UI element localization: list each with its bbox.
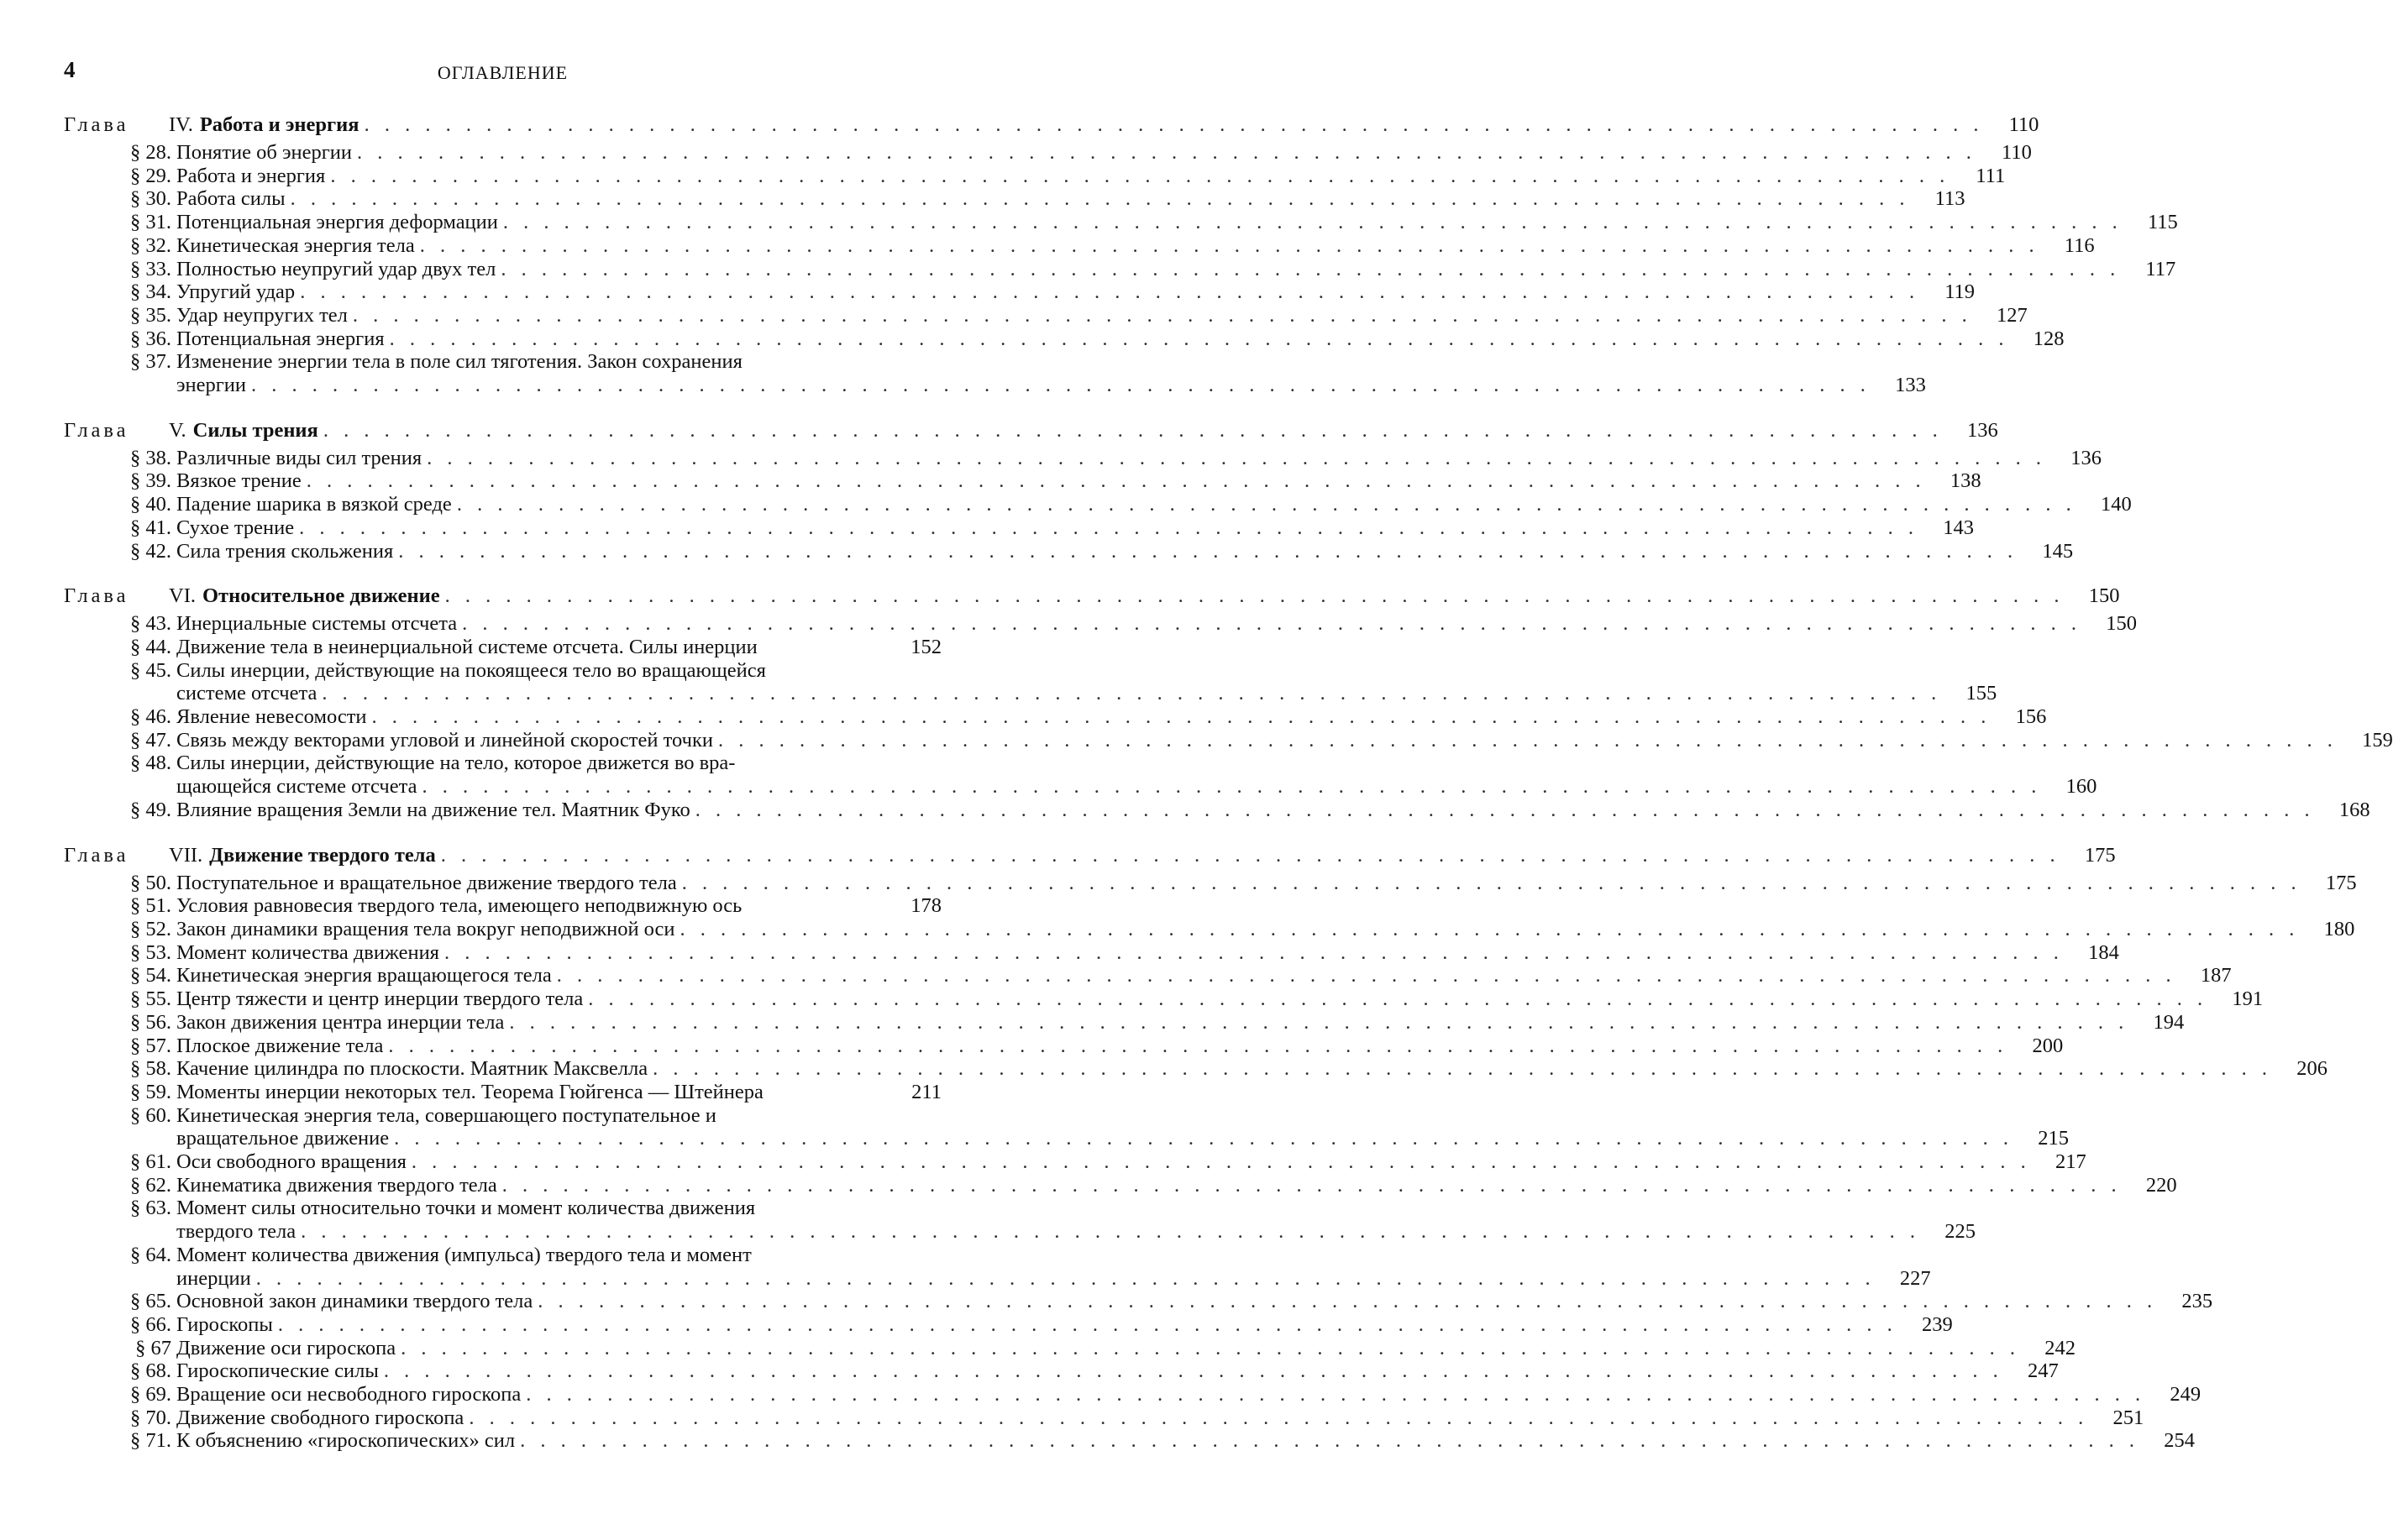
section-title: Плоское движение тела: [176, 1034, 384, 1057]
dot-leader: . . . . . . . . . . . . . . . . . . . . . . . . . . . . . . . . . . . . . . . . . . . . . . . . . . . . . . . . . . . . . . . . . . . . . . . . . . . . . . . .: [588, 987, 2208, 1011]
section-title: Движение свободного гироскопа: [176, 1406, 464, 1429]
section-number: § 65.: [130, 1290, 171, 1313]
section-title-line1: Кинетическая энергия тела, совершающего поступательное и: [176, 1103, 716, 1127]
section-number: § 48.: [130, 752, 171, 775]
section-entry[interactable]: [64, 446, 2102, 470]
section-page: 116: [2064, 233, 2095, 257]
section-number: § 62.: [130, 1173, 171, 1197]
section-entry[interactable]: [64, 257, 2176, 281]
section-title: Закон динамики вращения тела вокруг неподвижной оси: [176, 917, 675, 940]
section-title: Качение цилиндра по плоскости. Маятник Максвелла: [176, 1057, 648, 1081]
chapter-title: Силы трения: [192, 418, 318, 442]
dot-leader: . . . . . . . . . . . . . . . . . . . . . . . . . . . . . . . . . . . . . . . . . . . . . . . . . . . . . . . . . . . . . . . . . . . . . . . . . . . . . . . .: [383, 1359, 2003, 1383]
section-number: § 61.: [130, 1150, 171, 1174]
section-number: § 66.: [130, 1312, 171, 1336]
section-page: 155: [1965, 682, 1997, 705]
section-title: Сухое трение: [176, 516, 295, 539]
section-number: § 35.: [130, 303, 171, 327]
section-page: 119: [1944, 280, 1976, 304]
dot-leader: . . . . . . . . . . . . . . . . . . . . . . . . . . . . . . . . . . . . . . . . . . . . . . . . . . . . . . . . . . . . . . . . . . . . . . . . . . . . . . . .: [440, 843, 2060, 867]
section-number: § 68.: [130, 1359, 171, 1383]
section-title-block: [176, 1197, 1976, 1243]
section-number: § 53.: [130, 940, 171, 964]
section-page: 160: [2065, 775, 2097, 799]
chapter-entry[interactable]: [64, 843, 2116, 867]
section-entry[interactable]: [64, 728, 2393, 752]
dot-leader: . . . . . . . . . . . . . . . . . . . . . . . . . . . . . . . . . . . . . . . . . . . . . . . . . . . . . . . . . . . . . . . . . . . . . . . . . . . . . . . .: [322, 682, 1942, 705]
dot-leader: . . . . . . . . . . . . . . . . . . . . . . . . . . . . . . . . . . . . . . . . . . . . . . . . . . . . . . . . . . . . . . . . . . . . . . . . . . . . . . . .: [301, 1220, 1921, 1244]
section-page: 140: [2100, 493, 2132, 516]
section-number: § 49.: [130, 798, 171, 821]
section-entry[interactable]: [64, 705, 2047, 729]
section-entry[interactable]: [64, 187, 1965, 211]
dot-leader: . . . . . . . . . . . . . . . . . . . . . . . . . . . . . . . . . . . . . . . . . . . . . . . . . . . . . . . . . . . . . . . . . . . . . . . . . . . . . . . .: [398, 539, 2018, 563]
section-title-block: [176, 1244, 1931, 1290]
section-entry[interactable]: [64, 612, 2138, 636]
dot-leader: . . . . . . . . . . . . . . . . . . . . . . . . . . . . . . . . . . . . . . . . . . . . . . . . . . . . . . . . . . . . . . . . . . . . . . . . . . . . . . . .: [306, 469, 1926, 493]
section-number: § 67: [135, 1336, 171, 1359]
chapter-page: 175: [2084, 843, 2116, 867]
dot-leader: . . . . . . . . . . . . . . . . . . . . . . . . . . . . . . . . . . . . . . . . . . . . . . . . . . . . . . . . . . . . . . . . . . . . . . . . . . . . . . . .: [411, 1150, 2031, 1174]
dot-leader: . . . . . . . . . . . . . . . . . . . . . . . . . . . . . . . . . . . . . . . . . . . . . . . . . . . . . . . . . . . . . . . . . . . . . . . . . . . . . . . .: [456, 493, 2076, 516]
section-number: § 30.: [130, 187, 171, 211]
section-title-line1: Силы инерции, действующие на покоящееся тело во вращающейся: [176, 658, 766, 682]
section-title-block: [176, 1104, 2069, 1150]
section-number: § 51.: [130, 894, 171, 918]
section-title-line2-row: [176, 775, 2096, 799]
section-page: 242: [2044, 1336, 2076, 1359]
dot-leader: . . . . . . . . . . . . . . . . . . . . . . . . . . . . . . . . . . . . . . . . . . . . . . . . . . . . . . . . . . . . . . . . . . . . . . . . . . . . . . . .: [299, 516, 1918, 539]
section-entry[interactable]: [64, 1197, 1976, 1244]
section-page: 235: [2181, 1290, 2213, 1313]
page-title: ОГЛАВЛЕНИЕ: [437, 62, 569, 83]
section-number: § 52.: [130, 917, 171, 940]
section-number: § 32.: [130, 233, 171, 257]
chapter-word: Глава: [64, 418, 129, 442]
section-title-line2: системе отсчета: [176, 682, 317, 705]
section-title: Момент количества движения: [176, 940, 439, 964]
dot-leader: . . . . . . . . . . . . . . . . . . . . . . . . . . . . . . . . . . . . . . . . . . . . . . . . . . . . . . . . . . . . . . . . . . . . . . . . . . . . . . . .: [501, 257, 2121, 280]
section-entry[interactable]: [64, 1103, 2070, 1150]
section-number: § 42.: [130, 539, 171, 563]
section-title-line1: Изменение энергии тела в поле сил тяготения. Закон сохранения: [176, 350, 743, 374]
section-number: § 37.: [130, 350, 171, 374]
section-title-line2-row: [176, 1267, 1931, 1291]
section-number: § 60.: [130, 1103, 171, 1127]
section-title-block: [176, 350, 1926, 396]
section-title: Работа силы: [176, 187, 286, 211]
section-title-line2-row: [176, 1127, 2069, 1150]
chapter-word: Глава: [64, 113, 129, 136]
dot-leader: . . . . . . . . . . . . . . . . . . . . . . . . . . . . . . . . . . . . . . . . . . . . . . . . . . . . . . . . . . . . . . . . . . . . . . . . . . . . . . . .: [251, 374, 1871, 397]
section-number: § 55.: [130, 987, 171, 1011]
section-number: § 45.: [130, 658, 171, 682]
section-number: § 39.: [130, 469, 171, 493]
section-entry[interactable]: [64, 1290, 2213, 1313]
section-page: 187: [2200, 964, 2232, 987]
section-entry[interactable]: [64, 940, 2119, 965]
dot-leader: . . . . . . . . . . . . . . . . . . . . . . . . . . . . . . . . . . . . . . . . . . . . . . . . . . . . . . . . . . . . . . . . . . . . . . . . . . . . . . . .: [277, 1312, 1897, 1336]
section-number: § 59.: [130, 1080, 171, 1103]
section-title: К объяснению «гироскопических» сил: [176, 1429, 516, 1453]
section-entry[interactable]: [64, 894, 942, 918]
section-title: Движение тела в неинерциальной системе отсчета. Силы инерции: [176, 635, 758, 658]
section-title: Полностью неупругий удар двух тел: [176, 257, 496, 280]
dot-leader: . . . . . . . . . . . . . . . . . . . . . . . . . . . . . . . . . . . . . . . . . . . . . . . . . . . . . . . . . . . . . . . . . . . . . . . . . . . . . . . .: [389, 327, 2009, 350]
dot-leader: . . . . . . . . . . . . . . . . . . . . . . . . . . . . . . . . . . . . . . . . . . . . . . . . . . . . . . . . . . . . . . . . . . . . . . . . . . . . . . . .: [520, 1429, 2139, 1453]
section-number: § 57.: [130, 1034, 171, 1057]
section-page: 168: [2338, 798, 2370, 821]
section-page: 111: [1976, 164, 2006, 187]
section-number: § 46.: [130, 705, 171, 729]
chapter-title: Относительное движение: [202, 584, 440, 608]
chapter-entry[interactable]: [64, 584, 2120, 608]
section-page: 249: [2170, 1383, 2201, 1406]
dot-leader: . . . . . . . . . . . . . . . . . . . . . . . . . . . . . . . . . . . . . . . . . . . . . . . . . . . . . . . . . . . . . . . . . . . . . . . . . . . . . . . .: [364, 113, 1984, 136]
section-number: § 33.: [130, 257, 171, 280]
section-title: Удар неупругих тел: [176, 303, 348, 327]
dot-leader: . . . . . . . . . . . . . . . . . . . . . . . . . . . . . . . . . . . . . . . . . . . . . . . . . . . . . . . . . . . . . . . . . . . . . . . . . . . . . . . .: [444, 584, 2065, 608]
section-number: § 34.: [130, 280, 171, 304]
section-entry[interactable]: [64, 350, 1926, 397]
chapter-number: IV.: [169, 113, 193, 136]
section-page: 254: [2164, 1429, 2195, 1453]
section-title-line2-row: [176, 1220, 1976, 1244]
section-page: 178: [910, 894, 942, 918]
chapter-page: 150: [2088, 584, 2120, 608]
page-number: 4: [64, 57, 76, 82]
section-page: 191: [2232, 987, 2264, 1011]
section-entry[interactable]: [64, 1243, 1931, 1290]
section-entry[interactable]: [64, 1383, 2201, 1406]
section-page: 136: [2070, 446, 2102, 469]
chapter-entry[interactable]: [64, 113, 2039, 136]
section-page: 133: [1895, 374, 1926, 397]
section-title-line1: Момент количества движения (импульса) твердого тела и момент: [176, 1243, 752, 1266]
section-entry[interactable]: [64, 1359, 2059, 1383]
section-page: 225: [1944, 1220, 1976, 1244]
section-title-line2: инерции: [176, 1266, 251, 1290]
section-page: 180: [2323, 917, 2355, 940]
dot-leader: . . . . . . . . . . . . . . . . . . . . . . . . . . . . . . . . . . . . . . . . . . . . . . . . . . . . . . . . . . . . . . . . . . . . . . . . . . . . . . . .: [695, 798, 2315, 821]
section-title-block: [176, 752, 2096, 798]
section-title: Вращение оси несвободного гироскопа: [176, 1383, 522, 1406]
table-of-contents: [64, 113, 2393, 1453]
chapter-number: VI.: [169, 584, 196, 608]
section-entry[interactable]: [64, 1081, 942, 1104]
section-page: 247: [2027, 1359, 2059, 1383]
section-title: Вязкое трение: [176, 469, 302, 493]
section-entry[interactable]: [64, 1406, 2144, 1430]
dot-leader: . . . . . . . . . . . . . . . . . . . . . . . . . . . . . . . . . . . . . . . . . . . . . . . . . . . . . . . . . . . . . . . . . . . . . . . . . . . . . . . .: [526, 1383, 2146, 1406]
dot-leader: . . . . . . . . . . . . . . . . . . . . . . . . . . . . . . . . . . . . . . . . . . . . . . . . . . . . . . . . . . . . . . . . . . . . . . . . . . . . . . . .: [419, 233, 2039, 257]
dot-leader: . . . . . . . . . . . . . . . . . . . . . . . . . . . . . . . . . . . . . . . . . . . . . . . . . . . . . . . . . . . . . . . . . . . . . . . . . . . . . . . .: [323, 418, 1943, 442]
section-title: Моменты инерции некоторых тел. Теорема Гюйгенса — Штейнера: [176, 1080, 764, 1103]
section-entry[interactable]: [64, 164, 2006, 188]
dot-leader: . . . . . . . . . . . . . . . . . . . . . . . . . . . . . . . . . . . . . . . . . . . . . . . . . . . . . . . . . . . . . . . . . . . . . . . . . . . . . . . .: [538, 1290, 2158, 1313]
section-title-line2: щающейся системе отсчета: [176, 775, 417, 799]
section-title-line2: энергии: [176, 374, 247, 397]
section-page: 211: [911, 1080, 942, 1103]
section-number: § 36.: [130, 327, 171, 350]
section-title: Поступательное и вращательное движение твердого тела: [176, 871, 677, 894]
section-entry[interactable]: [64, 871, 2357, 895]
section-title: Кинетическая энергия тела: [176, 233, 415, 257]
section-number: § 47.: [130, 728, 171, 752]
dot-leader: . . . . . . . . . . . . . . . . . . . . . . . . . . . . . . . . . . . . . . . . . . . . . . . . . . . . . . . . . . . . . . . . . . . . . . . . . . . . . . . .: [300, 280, 1920, 304]
section-number: § 64.: [130, 1243, 171, 1266]
dot-leader: . . . . . . . . . . . . . . . . . . . . . . . . . . . . . . . . . . . . . . . . . . . . . . . . . . . . . . . . . . . . . . . . . . . . . . . . . . . . . . . .: [717, 728, 2338, 752]
section-title: Влияние вращения Земли на движение тел. Маятник Фуко: [176, 798, 690, 821]
section-page: 215: [2038, 1127, 2070, 1150]
section-entry[interactable]: [64, 1150, 2086, 1174]
section-title: Центр тяжести и центр инерции твердого тела: [176, 987, 584, 1011]
chapter-title: Движение твердого тела: [209, 843, 436, 867]
section-title-line1: Момент силы относительно точки и момент количества движения: [176, 1197, 756, 1220]
section-entry[interactable]: [64, 516, 1974, 540]
section-number: § 70.: [130, 1406, 171, 1429]
dot-leader: . . . . . . . . . . . . . . . . . . . . . . . . . . . . . . . . . . . . . . . . . . . . . . . . . . . . . . . . . . . . . . . . . . . . . . . . . . . . . . . .: [653, 1057, 2272, 1081]
dot-leader: . . . . . . . . . . . . . . . . . . . . . . . . . . . . . . . . . . . . . . . . . . . . . . . . . . . . . . . . . . . . . . . . . . . . . . . . . . . . . . . .: [422, 775, 2042, 799]
section-title: Инерциальные системы отсчета: [176, 612, 458, 636]
dot-leader: . . . . . . . . . . . . . . . . . . . . . . . . . . . . . . . . . . . . . . . . . . . . . . . . . . . . . . . . . . . . . . . . . . . . . . . . . . . . . . . .: [401, 1336, 2020, 1359]
section-title: Потенциальная энергия: [176, 327, 385, 350]
section-title: Различные виды сил трения: [176, 446, 422, 469]
section-entry[interactable]: [64, 1173, 2177, 1197]
section-entry[interactable]: [64, 1057, 2327, 1081]
section-entry[interactable]: [64, 303, 2028, 327]
section-number: § 43.: [130, 612, 171, 636]
section-title: Движение оси гироскопа: [176, 1336, 396, 1359]
section-page: 217: [2055, 1150, 2086, 1174]
chapter-page: 110: [2008, 113, 2039, 136]
dot-leader: . . . . . . . . . . . . . . . . . . . . . . . . . . . . . . . . . . . . . . . . . . . . . . . . . . . . . . . . . . . . . . . . . . . . . . . . . . . . . . . .: [501, 1173, 2122, 1197]
section-title: Потенциальная энергия деформации: [176, 211, 498, 234]
section-title: Кинетическая энергия вращающегося тела: [176, 964, 552, 987]
section-number: § 71.: [130, 1429, 171, 1453]
section-number: § 41.: [130, 516, 171, 539]
dot-leader: . . . . . . . . . . . . . . . . . . . . . . . . . . . . . . . . . . . . . . . . . . . . . . . . . . . . . . . . . . . . . . . . . . . . . . . . . . . . . . . .: [394, 1127, 2014, 1150]
section-number: § 31.: [130, 211, 171, 234]
section-entry[interactable]: [64, 233, 2095, 258]
section-title-line1: Силы инерции, действующие на тело, которое движется во вра-: [176, 752, 736, 775]
page-header: [64, 57, 942, 91]
section-number: § 50.: [130, 871, 171, 894]
section-page: 145: [2042, 539, 2074, 563]
section-page: 138: [1950, 469, 1981, 493]
section-entry[interactable]: [64, 1034, 2064, 1058]
dot-leader: . . . . . . . . . . . . . . . . . . . . . . . . . . . . . . . . . . . . . . . . . . . . . . . . . . . . . . . . . . . . . . . . . . . . . . . . . . . . . . . .: [502, 211, 2123, 234]
section-number: § 38.: [130, 446, 171, 469]
chapter-entry[interactable]: [64, 418, 1998, 442]
chapter-number: V.: [169, 418, 186, 442]
section-number: § 58.: [130, 1057, 171, 1081]
section-title-line2: твердого тела: [176, 1220, 297, 1244]
section-page: 128: [2033, 327, 2065, 350]
section-number: § 54.: [130, 964, 171, 987]
section-number: § 56.: [130, 1010, 171, 1034]
section-title: Явление невесомости: [176, 705, 367, 729]
section-page: 150: [2106, 612, 2138, 636]
section-page: 184: [2088, 940, 2119, 964]
section-entry[interactable]: [64, 280, 1976, 304]
section-entry[interactable]: [64, 752, 2097, 799]
section-page: 159: [2362, 728, 2393, 752]
section-page: 143: [1943, 516, 1974, 539]
section-title: Гироскопические силы: [176, 1359, 379, 1383]
section-title-block: [176, 659, 1997, 705]
dot-leader: . . . . . . . . . . . . . . . . . . . . . . . . . . . . . . . . . . . . . . . . . . . . . . . . . . . . . . . . . . . . . . . . . . . . . . . . . . . . . . . .: [443, 940, 2064, 964]
section-page: 110: [2002, 141, 2032, 164]
dot-leader: . . . . . . . . . . . . . . . . . . . . . . . . . . . . . . . . . . . . . . . . . . . . . . . . . . . . . . . . . . . . . . . . . . . . . . . . . . . . . . . .: [357, 141, 1976, 164]
section-number: § 63.: [130, 1197, 171, 1220]
section-number: § 44.: [130, 635, 171, 658]
section-page: 227: [1899, 1266, 1931, 1290]
dot-leader: . . . . . . . . . . . . . . . . . . . . . . . . . . . . . . . . . . . . . . . . . . . . . . . . . . . . . . . . . . . . . . . . . . . . . . . . . . . . . . . .: [680, 917, 2300, 940]
section-page: 117: [2145, 257, 2176, 280]
section-page: 239: [1921, 1312, 1953, 1336]
dot-leader: . . . . . . . . . . . . . . . . . . . . . . . . . . . . . . . . . . . . . . . . . . . . . . . . . . . . . . . . . . . . . . . . . . . . . . . . . . . . . . . .: [352, 303, 1972, 327]
section-title: Закон движения центра инерции тела: [176, 1010, 505, 1034]
section-title: Работа и энергия: [176, 164, 326, 187]
section-entry[interactable]: [64, 141, 2032, 165]
section-title: Связь между векторами угловой и линейной скоростей точки: [176, 728, 713, 752]
section-page: 127: [1997, 303, 2028, 327]
section-entry[interactable]: [64, 798, 2370, 822]
section-entry[interactable]: [64, 987, 2264, 1011]
dot-leader: . . . . . . . . . . . . . . . . . . . . . . . . . . . . . . . . . . . . . . . . . . . . . . . . . . . . . . . . . . . . . . . . . . . . . . . . . . . . . . . .: [255, 1266, 1876, 1290]
section-title: Оси свободного вращения: [176, 1150, 407, 1174]
section-page: 194: [2153, 1010, 2185, 1034]
dot-leader: . . . . . . . . . . . . . . . . . . . . . . . . . . . . . . . . . . . . . . . . . . . . . . . . . . . . . . . . . . . . . . . . . . . . . . . . . . . . . . . .: [509, 1010, 2129, 1034]
section-title: Сила трения скольжения: [176, 539, 394, 563]
dot-leader: . . . . . . . . . . . . . . . . . . . . . . . . . . . . . . . . . . . . . . . . . . . . . . . . . . . . . . . . . . . . . . . . . . . . . . . . . . . . . . . .: [681, 871, 2301, 894]
section-entry[interactable]: [64, 917, 2355, 941]
dot-leader: . . . . . . . . . . . . . . . . . . . . . . . . . . . . . . . . . . . . . . . . . . . . . . . . . . . . . . . . . . . . . . . . . . . . . . . . . . . . . . . .: [330, 164, 1950, 187]
chapter-word: Глава: [64, 843, 129, 867]
section-number: § 28.: [130, 141, 171, 164]
section-title-line2-row: [176, 374, 1926, 397]
chapter-word: Глава: [64, 584, 129, 608]
dot-leader: . . . . . . . . . . . . . . . . . . . . . . . . . . . . . . . . . . . . . . . . . . . . . . . . . . . . . . . . . . . . . . . . . . . . . . . . . . . . . . . .: [290, 187, 1910, 211]
section-entry[interactable]: [64, 211, 2178, 234]
dot-leader: . . . . . . . . . . . . . . . . . . . . . . . . . . . . . . . . . . . . . . . . . . . . . . . . . . . . . . . . . . . . . . . . . . . . . . . . . . . . . . . .: [427, 446, 2046, 469]
chapter-page: 136: [1966, 418, 1998, 442]
section-entry[interactable]: [64, 636, 942, 659]
dot-leader: . . . . . . . . . . . . . . . . . . . . . . . . . . . . . . . . . . . . . . . . . . . . . . . . . . . . . . . . . . . . . . . . . . . . . . . . . . . . . . . .: [462, 612, 2082, 636]
section-title: Падение шарика в вязкой среде: [176, 493, 452, 516]
section-page: 200: [2032, 1034, 2064, 1057]
section-page: 251: [2112, 1406, 2144, 1429]
section-title: Условия равновесия твердого тела, имеющего неподвижную ось: [176, 894, 743, 918]
section-title: Кинематика движения твердого тела: [176, 1173, 497, 1197]
section-entry[interactable]: [64, 493, 2132, 516]
section-entry[interactable]: [64, 327, 2065, 351]
section-title: Понятие об энергии: [176, 141, 353, 164]
section-title: Упругий удар: [176, 280, 296, 304]
section-number: § 29.: [130, 164, 171, 187]
section-page: 156: [2015, 705, 2047, 729]
dot-leader: . . . . . . . . . . . . . . . . . . . . . . . . . . . . . . . . . . . . . . . . . . . . . . . . . . . . . . . . . . . . . . . . . . . . . . . . . . . . . . . .: [371, 705, 1992, 729]
section-entry[interactable]: [64, 1429, 2195, 1453]
section-page: 115: [2147, 211, 2178, 234]
section-title-line2: вращательное движение: [176, 1127, 390, 1150]
section-number: § 40.: [130, 493, 171, 516]
section-entry[interactable]: [64, 1312, 1953, 1337]
section-page: 175: [2325, 871, 2357, 894]
chapter-title: Работа и энергия: [199, 113, 359, 136]
section-title: Гироскопы: [176, 1312, 273, 1336]
section-entry[interactable]: [64, 539, 2074, 563]
section-entry[interactable]: [64, 964, 2232, 987]
section-page: 220: [2145, 1173, 2177, 1197]
dot-leader: . . . . . . . . . . . . . . . . . . . . . . . . . . . . . . . . . . . . . . . . . . . . . . . . . . . . . . . . . . . . . . . . . . . . . . . . . . . . . . . .: [469, 1406, 2089, 1429]
section-entry[interactable]: [64, 469, 1981, 493]
chapter-number: VII.: [169, 843, 203, 867]
section-page: 152: [910, 635, 942, 658]
section-entry[interactable]: [64, 1010, 2185, 1035]
section-title: Основной закон динамики твердого тела: [176, 1290, 533, 1313]
section-page: 113: [1934, 187, 1965, 211]
section-title-line2-row: [176, 682, 1997, 705]
section-page: 206: [2296, 1057, 2327, 1081]
section-entry[interactable]: [64, 1336, 2076, 1360]
section-entry[interactable]: [64, 658, 1997, 705]
section-number: § 69.: [130, 1383, 171, 1406]
dot-leader: . . . . . . . . . . . . . . . . . . . . . . . . . . . . . . . . . . . . . . . . . . . . . . . . . . . . . . . . . . . . . . . . . . . . . . . . . . . . . . . .: [556, 964, 2176, 987]
dot-leader: . . . . . . . . . . . . . . . . . . . . . . . . . . . . . . . . . . . . . . . . . . . . . . . . . . . . . . . . . . . . . . . . . . . . . . . . . . . . . . . .: [388, 1034, 2008, 1057]
